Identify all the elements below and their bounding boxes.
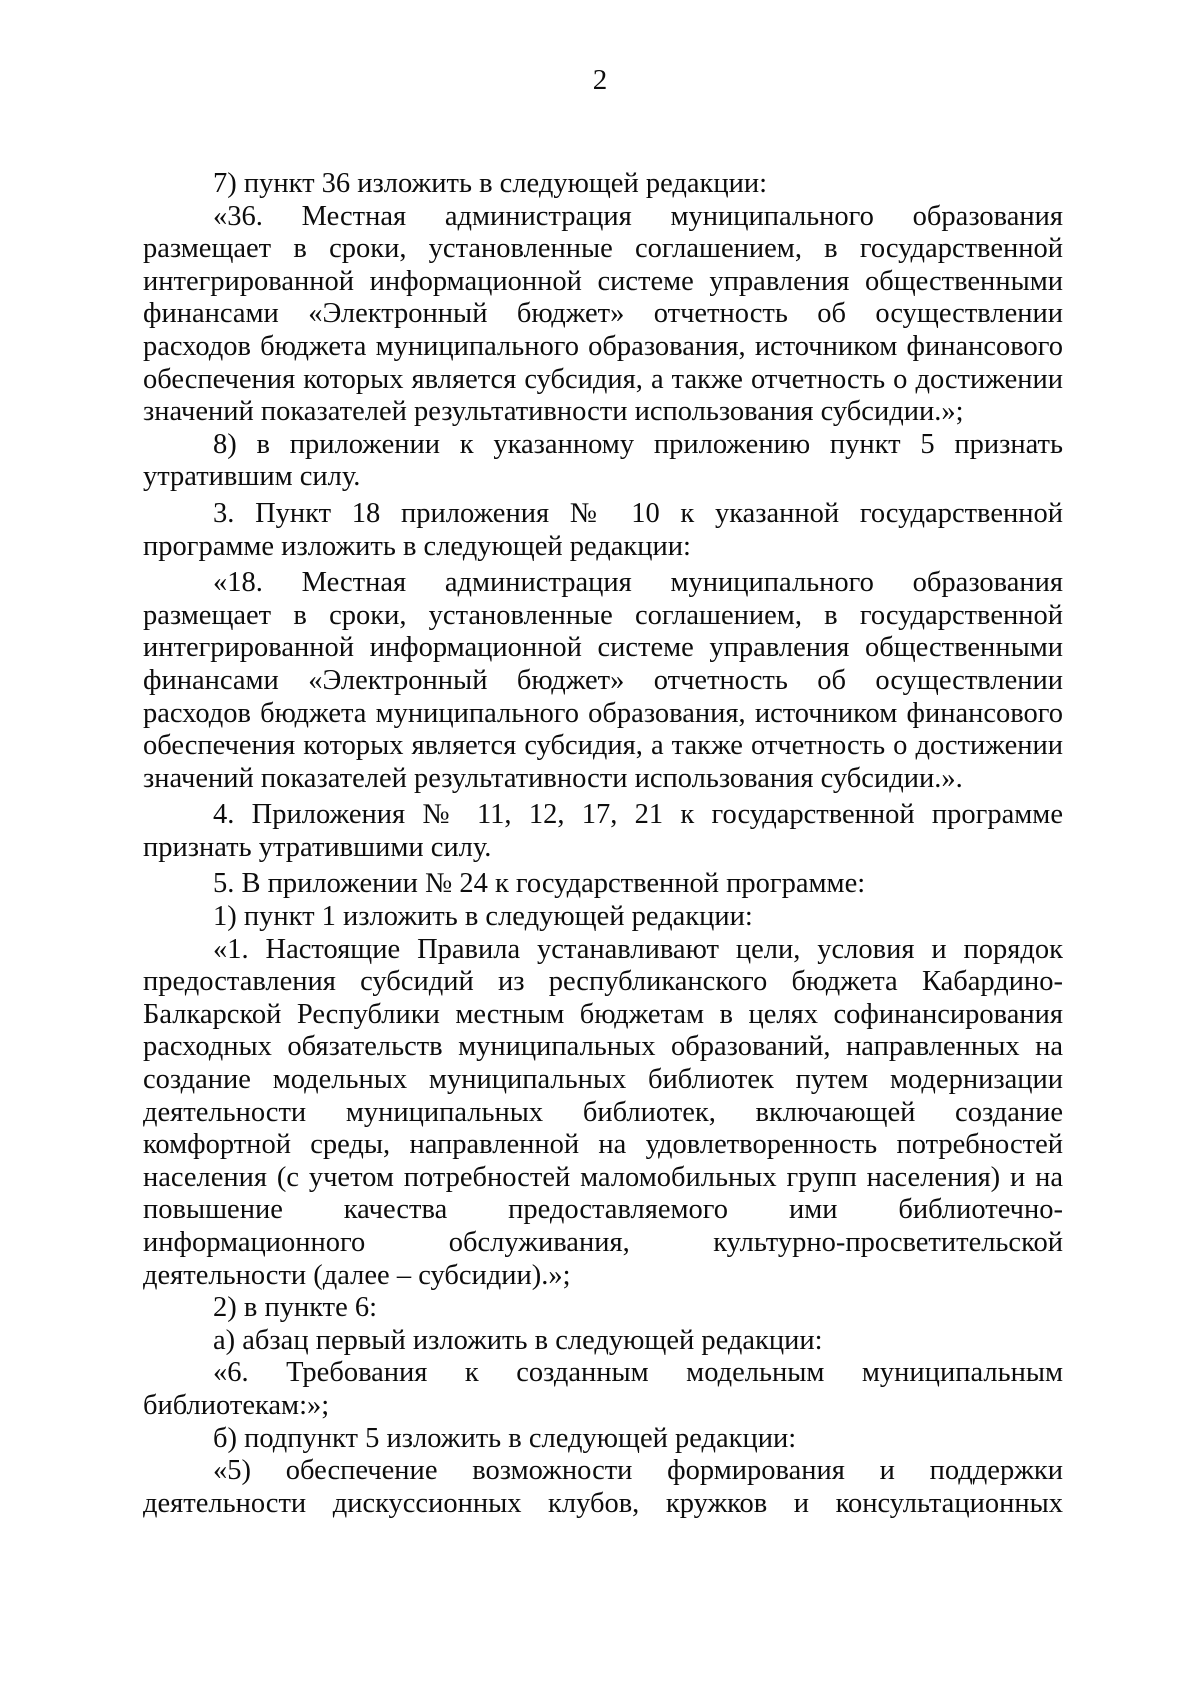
paragraph-subitem-b: б) подпункт 5 изложить в следующей редакции: [213, 1422, 797, 1454]
paragraph-section-5: 5. В приложении № 24 к государственной программе: [213, 868, 866, 900]
paragraph-quote-18: «18. Местная администрация муниципального образования размещает в сроки, установленные соглашением, в государственной интегрированной информационной системе управления общественными финансами «Электронный бюджет» отчетность об осуществлении расходов бюджета муниципального образования, источником финансового обеспечения которых является субсидия, а также отчетность о достижении значений показателей результативности использования субсидии.». [143, 567, 1063, 794]
paragraph-section-4: 4. Приложения № 11, 12, 17, 21 к государственной программе признать утратившими силу. [143, 799, 1063, 863]
paragraph-quote-36: «36. Местная администрация муниципального образования размещает в сроки, установленные соглашением, в государственной интегрированной информационной системе управления общественными финансами «Электронный бюджет» отчетность об осуществлении расходов бюджета муниципального образования, источником финансового обеспечения которых является субсидия, а также отчетность о достижении значений показателей результативности использования субсидии.»; [143, 200, 1063, 428]
paragraph-item-8: 8) в приложении к указанному приложению пункт 5 признать утратившим силу. [143, 428, 1063, 493]
page-number: 2 [592, 64, 608, 96]
paragraph-item-7: 7) пункт 36 изложить в следующей редакции: [213, 168, 768, 199]
paragraph-subitem-1: 1) пункт 1 изложить в следующей редакции: [213, 901, 753, 933]
paragraph-quote-6: «6. Требования к созданным модельным муниципальным библиотекам:»; [143, 1357, 1063, 1421]
paragraph-subitem-2: 2) в пункте 6: [213, 1292, 378, 1324]
paragraph-section-3: 3. Пункт 18 приложения № 10 к указанной государственной программе изложить в следующей редакции: [143, 497, 1063, 562]
paragraph-quote-5: «5) обеспечение возможности формирования и поддержки деятельности дискуссионных клубов, кружков и консультационных [143, 1455, 1063, 1519]
document-body [143, 168, 1063, 1520]
paragraph-subitem-a: а) абзац первый изложить в следующей редакции: [213, 1324, 823, 1356]
paragraph-quote-1: «1. Настоящие Правила устанавливают цели, условия и порядок предоставления субсидий из республиканского бюджета Кабардино-Балкарской Республики местным бюджетам в целях софинансирования расходных обязательств муниципальных образований, направленных на создание модельных муниципальных библиотек путем модернизации деятельности муниципальных библиотек, включающей создание комфортной среды, направленной на удовлетворенность потребностей населения (с учетом потребностей маломобильных групп населения) и на повышение качества предоставляемого ими библиотечно-информационного обслуживания, культурно-просветительской деятельности (далее – субсидии).»; [143, 933, 1063, 1291]
